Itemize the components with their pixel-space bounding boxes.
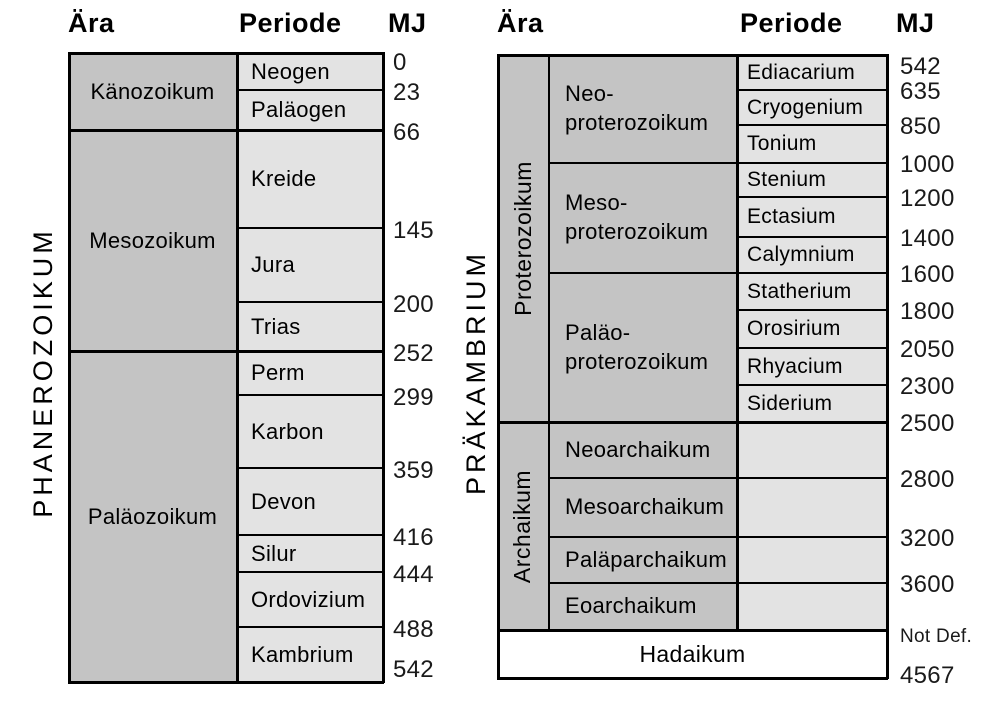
sub-era-cell — [549, 55, 737, 163]
sub-era-label-line: Meso- — [565, 190, 628, 216]
period-boundary-line — [237, 571, 384, 573]
period-cell: Karbon — [251, 418, 324, 444]
sub-era-label-line: Paläo- — [565, 319, 631, 345]
right-era-column-header: Ära — [497, 8, 544, 38]
era-subera-separator — [548, 55, 550, 630]
period-cell: Ectasium — [747, 205, 836, 228]
era-boundary-line — [68, 129, 384, 132]
period-cell: Siderium — [747, 391, 833, 415]
footer-cell: Hadaikum — [639, 640, 746, 667]
period-cell: Tonium — [747, 132, 817, 155]
table-top-border — [497, 54, 888, 57]
sub-era-label-line: Paläparchaikum — [565, 546, 727, 572]
mj-value: 1800 — [900, 298, 955, 325]
sub-era-label-line: Neoarchaikum — [565, 436, 711, 462]
mj-value: 1200 — [900, 185, 955, 212]
sub-era-boundary-line — [549, 477, 888, 479]
mj-value: 299 — [393, 384, 434, 411]
period-cell: Neogen — [251, 58, 330, 84]
mj-value: 542 — [900, 53, 941, 80]
era-cell: Mesozoikum — [89, 227, 216, 253]
period-cell: Cryogenium — [747, 95, 864, 119]
period-cell: Ediacarium — [747, 60, 856, 84]
sub-era-label-line: proterozoikum — [565, 219, 709, 244]
period-boundary-line — [737, 309, 888, 311]
subera-period-separator — [736, 55, 739, 630]
period-cell: Silur — [251, 540, 297, 566]
period-cell: Trias — [251, 313, 301, 339]
sub-era-cell — [549, 163, 737, 273]
sub-era-label-line: proterozoikum — [565, 110, 709, 135]
eon-label-praekambrium-wrap — [452, 222, 502, 522]
mj-value: 1000 — [900, 151, 955, 178]
period-cell: Calymnium — [747, 243, 855, 266]
mj-value: 359 — [393, 457, 434, 484]
mj-value: 0 — [393, 49, 407, 76]
mj-value: 3600 — [900, 571, 955, 598]
mj-value: 3200 — [900, 525, 955, 552]
era-boundary-line — [68, 350, 384, 353]
left-era-column-header: Ära — [68, 8, 115, 38]
period-boundary-line — [237, 626, 384, 628]
mj-value: 416 — [393, 524, 434, 551]
period-boundary-line — [737, 236, 888, 238]
mj-value: 200 — [393, 291, 434, 318]
era-cell-rotated — [497, 55, 549, 422]
era-label-rotated: Proterozoikum — [509, 161, 536, 316]
mj-value: 2300 — [900, 373, 955, 400]
table-left-border — [68, 52, 71, 683]
mj-value: 1400 — [900, 225, 955, 252]
era-period-separator — [236, 53, 239, 682]
sub-era-label-line: Eoarchaikum — [565, 593, 697, 619]
sub-era-label-line: Mesoarchaikum — [565, 494, 725, 520]
period-boundary-line — [237, 394, 384, 396]
eon-label-phanerozoikum: PHANEROZOIKUM — [27, 226, 58, 518]
footer-top-border — [497, 629, 888, 632]
era-cell-rotated — [497, 422, 549, 630]
sub-era-label-line: Neo- — [565, 81, 614, 107]
mj-value: 2800 — [900, 466, 955, 493]
period-cell: Paläogen — [251, 97, 347, 122]
mj-value: 635 — [900, 78, 941, 105]
period-cell: Rhyacium — [747, 354, 843, 378]
period-cell: Perm — [251, 360, 305, 385]
mj-value: 1600 — [900, 261, 955, 288]
table-left-border — [497, 54, 500, 679]
period-cell: Kreide — [251, 166, 317, 191]
right-period-column-header: Periode — [740, 8, 843, 38]
period-cell: Kambrium — [251, 641, 354, 667]
sub-era-boundary-line — [549, 272, 888, 274]
period-boundary-line — [237, 301, 384, 303]
era-cell: Paläozoikum — [87, 503, 218, 529]
era-boundary-line — [497, 421, 888, 424]
mj-value: 488 — [393, 616, 434, 643]
table-bottom-border — [68, 681, 384, 684]
table-top-border — [68, 52, 384, 55]
mj-value: Not Def. — [900, 626, 973, 647]
mj-value: 2500 — [900, 410, 955, 437]
mj-value: 2050 — [900, 336, 955, 363]
period-cell: Statherium — [747, 279, 852, 303]
mj-value: 4567 — [900, 662, 955, 689]
mj-value: 444 — [393, 561, 434, 588]
era-label-rotated: Archaikum — [509, 469, 536, 583]
mj-value: 850 — [900, 113, 941, 140]
right-mj-column-header: MJ — [896, 8, 935, 38]
period-cell: Ordovizium — [251, 586, 366, 612]
eon-label-praekambrium: PRÄKAMBRIUM — [461, 249, 492, 495]
period-boundary-line — [737, 89, 888, 91]
table-right-border — [382, 52, 385, 683]
left-mj-column-header: MJ — [388, 8, 427, 38]
period-boundary-line — [237, 467, 384, 469]
period-cell: Jura — [251, 252, 295, 277]
period-boundary-line — [737, 196, 888, 198]
mj-value: 542 — [393, 656, 434, 683]
sub-era-cell — [549, 537, 737, 583]
sub-era-boundary-line — [549, 162, 888, 164]
table-bottom-border — [497, 677, 888, 680]
sub-era-cell — [549, 478, 737, 537]
mj-value: 145 — [393, 217, 434, 244]
period-cell: Stenium — [747, 168, 827, 191]
left-period-column-header: Periode — [239, 8, 342, 38]
era-cell: Känozoikum — [90, 78, 215, 104]
mj-value: 66 — [393, 119, 421, 146]
sub-era-boundary-line — [549, 582, 888, 584]
sub-era-boundary-line — [549, 536, 888, 538]
table-right-border — [886, 54, 889, 679]
period-boundary-line — [737, 384, 888, 386]
mj-value: 252 — [393, 340, 434, 367]
period-cell: Orosirium — [747, 317, 841, 340]
sub-era-cell — [549, 422, 737, 478]
period-cell: Devon — [251, 488, 317, 514]
period-boundary-line — [237, 227, 384, 229]
period-boundary-line — [737, 124, 888, 126]
sub-era-label-line: proterozoikum — [565, 348, 709, 374]
period-boundary-line — [237, 89, 384, 91]
mj-value: 23 — [393, 79, 421, 106]
eon-label-phanerozoikum-wrap — [18, 222, 68, 522]
sub-era-cell — [549, 273, 737, 422]
period-boundary-line — [737, 347, 888, 349]
period-boundary-line — [237, 534, 384, 536]
sub-era-cell — [549, 583, 737, 630]
